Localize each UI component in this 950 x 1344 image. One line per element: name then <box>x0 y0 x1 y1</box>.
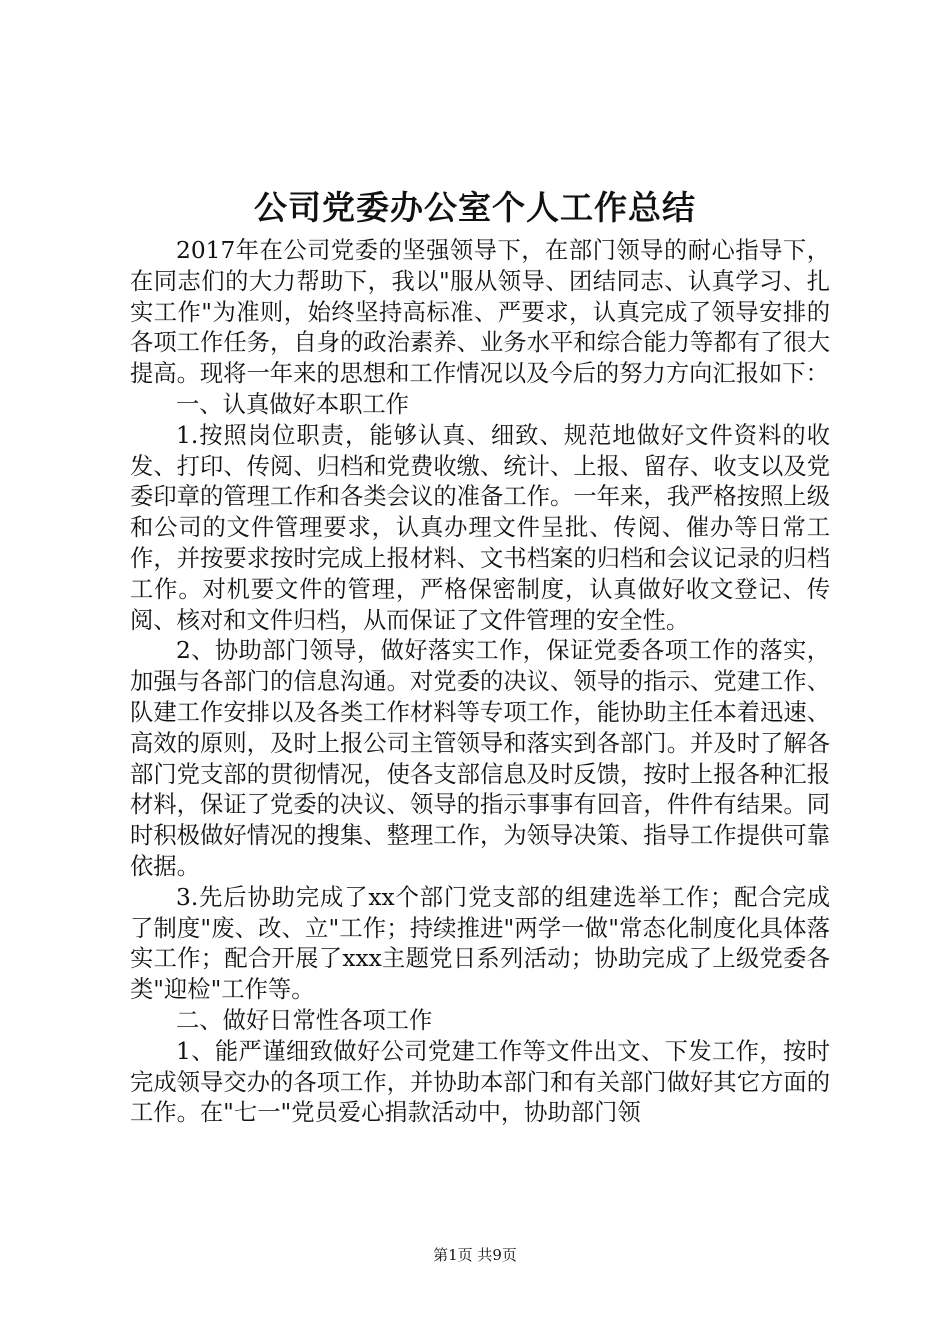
item-paragraph-2: 2、协助部门领导，做好落实工作，保证党委各项工作的落实，加强与各部门的信息沟通。对党委的决议、领导的指示、党建工作、队建工作安排以及各类工作材料等专项工作，能协助主任本着迅速、高效的原则，及时上报公司主管领导和落实到各部门。并及时了解各部门党支部的贯彻情况，使各支部信息及时反馈，按时上报各种汇报材料，保证了党委的决议、领导的指示事事有回音，件件有结果。同时积极做好情况的搜集、整理工作，为领导决策、指导工作提供可靠依据。 <box>130 637 830 880</box>
intro-paragraph: 2017年在公司党委的坚强领导下，在部门领导的耐心指导下，在同志们的大力帮助下，我以"服从领导、团结同志、认真学习、扎实工作"为准则，始终坚持高标准、严要求，认真完成了领导安排的各项工作任务，自身的政治素养、业务水平和综合能力等都有了很大提高。现将一年来的思想和工作情况以及今后的努力方向汇报如下： <box>130 237 830 388</box>
document-title: 公司党委办公室个人工作总结 <box>254 188 696 227</box>
document-body <box>130 236 830 1129</box>
page-number: 第1页 共9页 <box>433 1246 517 1264</box>
section-heading-2: 二、做好日常性各项工作 <box>176 1006 433 1034</box>
item-paragraph-1: 1.按照岗位职责，能够认真、细致、规范地做好文件资料的收发、打印、传阅、归档和党费收缴、统计、上报、留存、收支以及党委印章的管理工作和各类会议的准备工作。一年来，我严格按照上级和公司的文件管理要求，认真办理文件呈批、传阅、催办等日常工作，并按要求按时完成上报材料、文书档案的归档和会议记录的归档工作。对机要文件的管理，严格保密制度，认真做好收文登记、传阅、核对和文件归档，从而保证了文件管理的安全性。 <box>130 421 830 634</box>
section-heading-1: 一、认真做好本职工作 <box>176 390 409 418</box>
item-paragraph-3: 3.先后协助完成了xx个部门党支部的组建选举工作；配合完成了制度"废、改、立"工作；持续推进"两学一做"常态化制度化具体落实工作；配合开展了xxx主题党日系列活动；协助完成了上级党委各类"迎检"工作等。 <box>130 883 830 1004</box>
item-paragraph-4: 1、能严谨细致做好公司党建工作等文件出文、下发工作，按时完成领导交办的各项工作，并协助本部门和有关部门做好其它方面的工作。在"七一"党员爱心捐款活动中，协助部门领 <box>130 1037 830 1127</box>
